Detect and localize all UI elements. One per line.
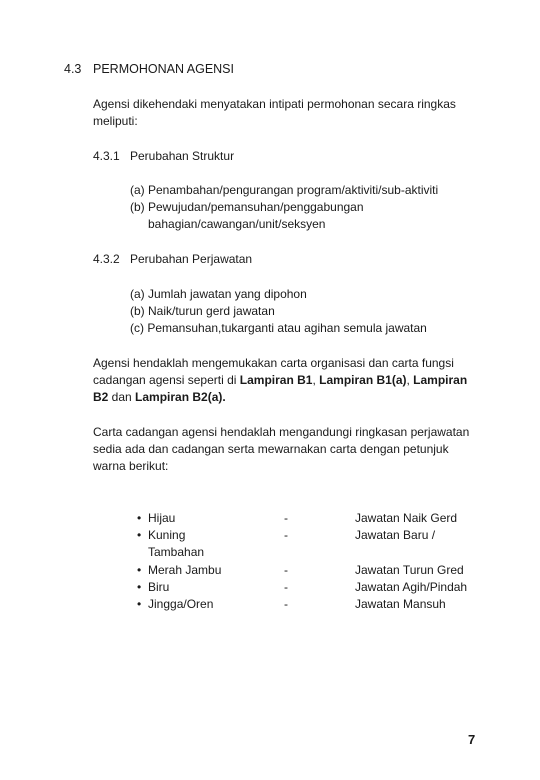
intro-line-1: Agensi dikehendaki menyatakan intipati permohonan secara ringkas <box>93 97 456 111</box>
subsection-number-1: 4.3.1 <box>93 149 120 163</box>
para1-prefix: cadangan agensi seperti di <box>93 373 240 387</box>
list-item: (b) Naik/turun gerd jawatan <box>130 304 275 318</box>
lampiran-b2-ref-part1: Lampiran <box>413 373 468 387</box>
separator: , <box>312 373 320 387</box>
para2-line-1: Carta cadangan agensi hendaklah mengandungi ringkasan perjawatan <box>93 425 470 439</box>
dash: - <box>284 563 288 577</box>
color-meaning: Jawatan Agih/Pindah <box>355 580 468 594</box>
bullet: • <box>137 563 142 577</box>
bullet: • <box>137 511 142 525</box>
color-meaning: Jawatan Naik Gerd <box>355 511 458 525</box>
para1-line-3 <box>93 389 226 406</box>
color-name: Biru <box>148 580 170 594</box>
list-item: (a) Jumlah jawatan yang dipohon <box>130 287 307 301</box>
section-title: PERMOHONAN AGENSI <box>93 62 234 76</box>
dash: - <box>284 580 288 594</box>
list-item: (c) Pemansuhan,tukarganti atau agihan semula jawatan <box>130 321 427 335</box>
color-name-continuation: Tambahan <box>148 545 205 559</box>
dash: - <box>284 511 288 525</box>
color-name: Jingga/Oren <box>148 597 214 611</box>
lampiran-b2-ref-part2: B2 <box>93 390 109 404</box>
list-item-continuation: bahagian/cawangan/unit/seksyen <box>148 217 326 231</box>
color-name: Hijau <box>148 511 176 525</box>
dash: - <box>284 597 288 611</box>
subsection-title-1: Perubahan Struktur <box>130 149 235 163</box>
lampiran-b1a-ref: Lampiran B1(a) <box>319 373 407 387</box>
para2-line-3: warna berikut: <box>93 459 169 473</box>
bullet: • <box>137 528 142 542</box>
bullet: • <box>137 580 142 594</box>
para1-line-1: Agensi hendaklah mengemukakan carta organisasi dan carta fungsi <box>93 356 454 370</box>
lampiran-b1-ref: Lampiran B1 <box>239 373 313 387</box>
separator: , <box>406 373 414 387</box>
section-number: 4.3 <box>64 62 82 76</box>
color-meaning: Jawatan Mansuh <box>355 597 446 611</box>
list-item: (a) Penambahan/pengurangan program/aktiviti/sub-aktiviti <box>130 183 439 197</box>
color-meaning: Jawatan Baru / <box>355 528 436 542</box>
subsection-number-2: 4.3.2 <box>93 252 120 266</box>
and-word: dan <box>108 390 136 404</box>
para2-line-2: sedia ada dan cadangan serta mewarnakan carta dengan petunjuk <box>93 442 449 456</box>
color-name: Merah Jambu <box>148 563 222 577</box>
color-meaning: Jawatan Turun Gred <box>355 563 464 577</box>
subsection-title-2: Perubahan Perjawatan <box>130 252 253 266</box>
bullet: • <box>137 597 142 611</box>
intro-line-2: meliputi: <box>93 114 138 128</box>
dash: - <box>284 528 288 542</box>
lampiran-b2a-ref: Lampiran B2(a). <box>135 390 226 404</box>
page-number: 7 <box>468 732 476 747</box>
color-name: Kuning <box>148 528 186 542</box>
para1-line-2 <box>93 372 467 389</box>
list-item: (b) Pewujudan/pemansuhan/penggabungan <box>130 200 364 214</box>
